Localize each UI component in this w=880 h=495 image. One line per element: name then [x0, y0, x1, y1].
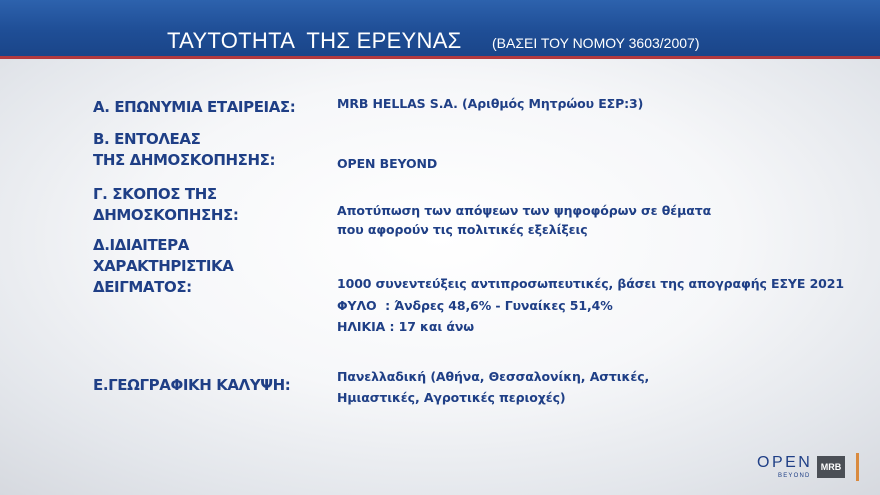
purpose-label-line1: Γ. ΣΚΟΠΟΣ ΤΗΣ: [93, 185, 217, 203]
sample-value-line3: ΗΛΙΚΙΑ : 17 και άνω: [337, 319, 475, 334]
sample-label-line1: Δ.ΙΔΙΑΙΤΕΡΑ: [93, 236, 189, 254]
sample-value-line1: 1000 συνεντεύξεις αντιπροσωπευτικές, βάσει της απογραφής ΕΣΥΕ 2021: [337, 276, 844, 291]
header-bar: [0, 0, 880, 59]
beyond-logo-text: BEYOND: [778, 473, 811, 479]
open-logo-text: OPEN: [757, 454, 813, 471]
purpose-value-line2: που αφορούν τις πολιτικές εξελίξεις: [337, 222, 588, 237]
purpose-value-line1: Αποτύπωση των απόψεων των ψηφοφόρων σε θέματα: [337, 203, 712, 218]
coverage-label: Ε.ΓΕΩΓΡΑΦΙΚΗ ΚΑΛΥΨΗ:: [93, 376, 291, 394]
purpose-label-line2: ΔΗΜΟΣΚΟΠΗΣΗΣ:: [93, 206, 239, 224]
sample-label-line2: ΧΑΡΑΚΤΗΡΙΣΤΙΚΑ: [93, 257, 234, 275]
page-subtitle: (ΒΑΣΕΙ ΤΟΥ ΝΟΜΟΥ 3603/2007): [492, 35, 700, 51]
company-label: Α. ΕΠΩΝΥΜΙΑ ΕΤΑΙΡΕΙΑΣ:: [93, 98, 296, 116]
sample-value-line2: ΦΥΛΟ : Άνδρες 48,6% - Γυναίκες 51,4%: [337, 298, 613, 313]
client-value: OPEN BEYOND: [337, 156, 438, 171]
coverage-value-line1: Πανελλαδική (Αθήνα, Θεσσαλονίκη, Αστικές,: [337, 369, 650, 384]
page-title: ΤΑΥΤΟΤΗΤΑ ΤΗΣ ΕΡΕΥΝΑΣ: [167, 28, 462, 53]
logo-divider-bar: [856, 453, 859, 481]
sample-label-line3: ΔΕΙΓΜΑΤΟΣ:: [93, 278, 192, 296]
client-label-line2: ΤΗΣ ΔΗΜΟΣΚΟΠΗΣΗΣ:: [93, 151, 276, 169]
company-value: MRB HELLAS S.A. (Αριθμός Μητρώου ΕΣΡ:3): [337, 96, 644, 111]
client-label-line1: Β. ΕΝΤΟΛΕΑΣ: [93, 130, 201, 148]
coverage-value-line2: Ημιαστικές, Αγροτικές περιοχές): [337, 390, 566, 405]
mrb-logo: MRB: [817, 456, 845, 478]
